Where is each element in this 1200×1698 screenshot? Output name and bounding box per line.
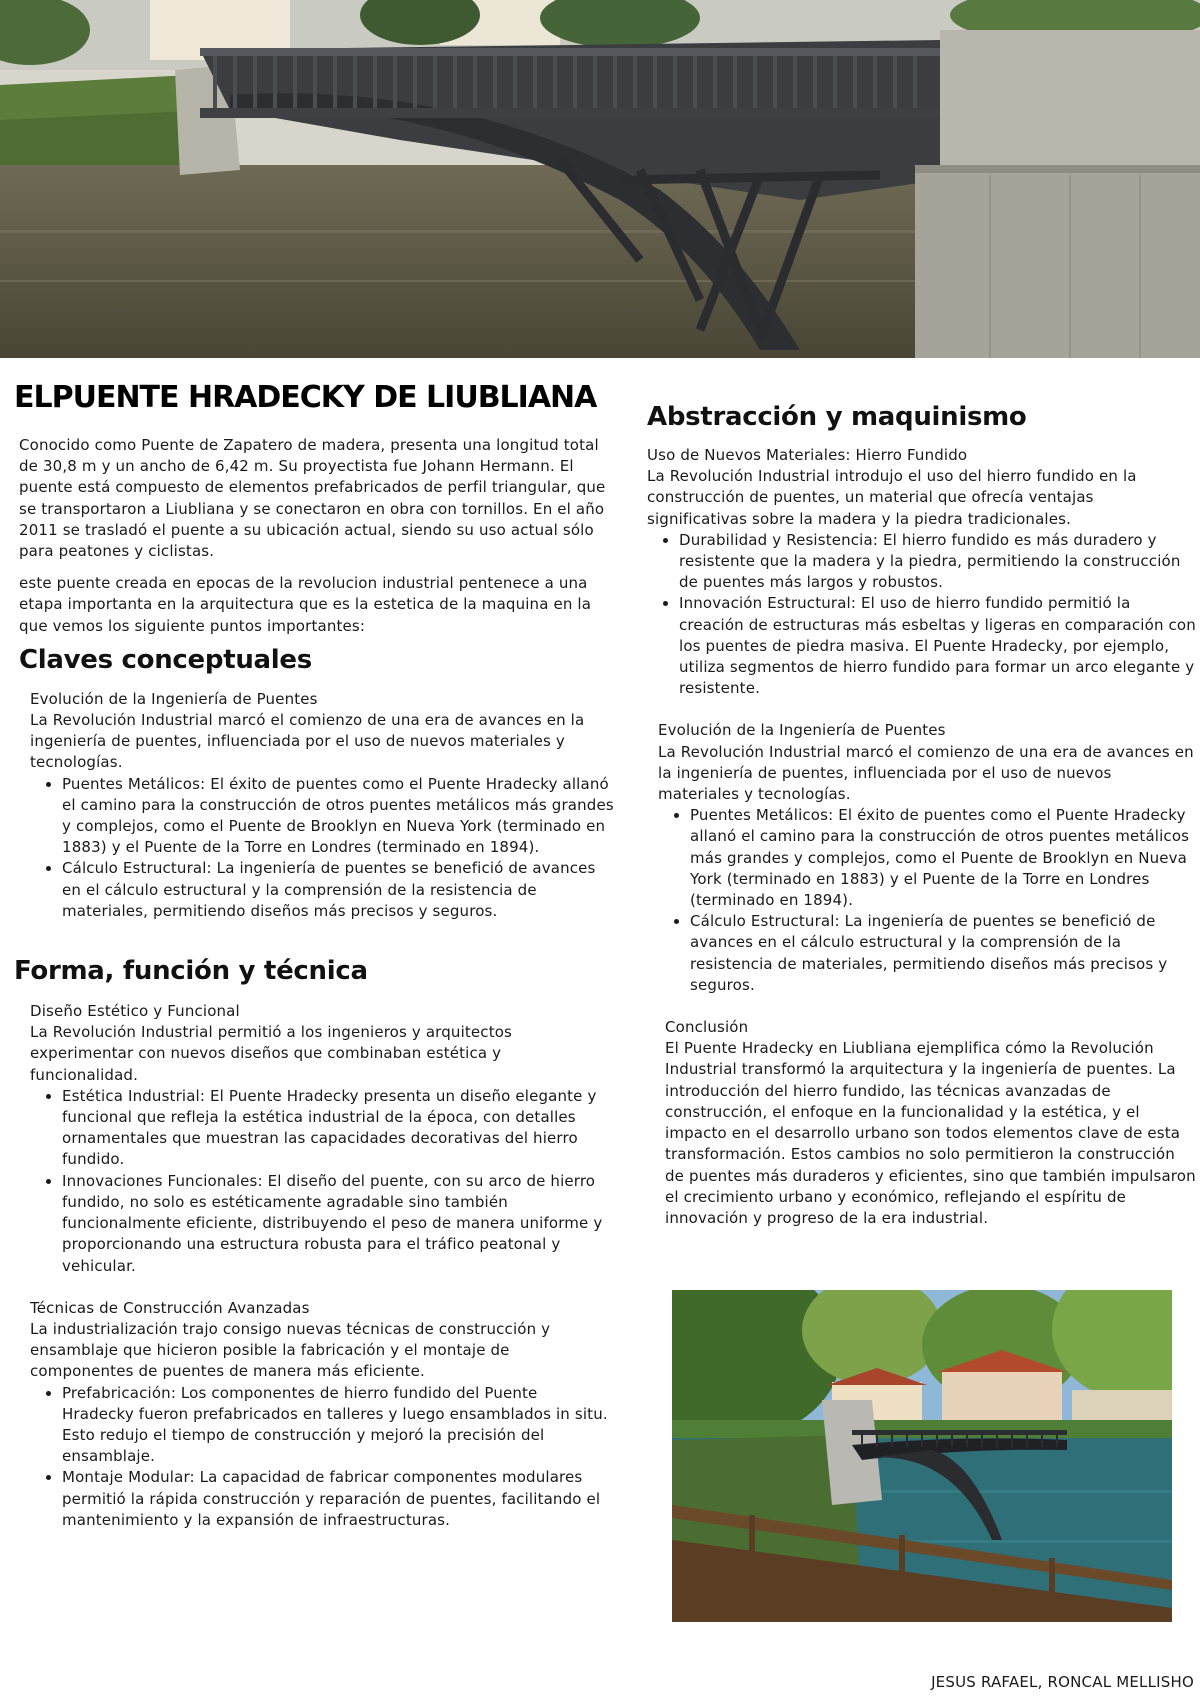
abstraccion-section — [647, 445, 1197, 699]
claves-heading: Claves conceptuales — [19, 644, 312, 675]
evolucion-bullet-list — [658, 805, 1197, 996]
intro-paragraph: Conocido como Puente de Zapatero de madera, presenta una longitud total de 30,8 m y un ancho de 6,42 m. Su proyectista fue Johann Hermann. El puente está compuesto de elementos prefabricados de perfil triangular, que se transportaron a Liubliana y se conectaron en obra con tornillos. En el año 2011 se trasladó el puente a su ubicación actual, siendo su uso actual sólo para peatones y ciclistas. — [19, 436, 606, 561]
list-item: • Durabilidad y Resistencia: El hierro fundido es más duradero y resistente que la madera y la piedra, permitiendo la construcción de puentes más largos y robustos. — [679, 530, 1197, 594]
evolucion-subheading: Evolución de la Ingeniería de Puentes — [658, 721, 946, 740]
intro-paragraph: este puente creada en epocas de la revolucion industrial pentenece a una etapa importanta en la arquitectura que es la estetica de la maquina en la que vemos los siguiente puntos importantes: — [19, 574, 592, 635]
list-item: • Puentes Metálicos: El éxito de puentes como el Puente Hradecky allanó el camino para la construcción de otros puentes metálicos más grandes y complejos, como el Puente de Brooklyn en Nueva York (terminado en 1883) y el Puente de la Torre en Londres (terminado en 1894). — [690, 805, 1197, 911]
bridge-town-photo — [672, 1290, 1172, 1622]
conclusion-section — [665, 1017, 1197, 1229]
right-column — [647, 402, 1197, 1229]
list-item: • Cálculo Estructural: La ingeniería de puentes se benefició de avances en el cálculo estructural y la comprensión de la resistencia de materiales, permitiendo diseños más precisos y seguros. — [690, 911, 1197, 996]
intro-section — [19, 435, 614, 637]
conclusion-subheading: Conclusión — [665, 1018, 749, 1037]
conclusion-text: El Puente Hradecky en Liubliana ejemplifica cómo la Revolución Industrial transformó la arquitectura y la ingeniería de puentes. La introducción del hierro fundido, las técnicas avanzadas de construcción, el enfoque en la funcionalidad y la estética, y el impacto en el desarrollo urbano son todos elementos clave de esta transformación. Estos cambios no solo permitieron la construcción de puentes más duraderos y eficientes, sino que también impulsaron el crecimiento urbano y económico, reflejando el espíritu de innovación y progreso de la era industrial. — [665, 1039, 1196, 1227]
evolucion-text: La Revolución Industrial marcó el comienzo de una era de avances en la ingeniería de puentes, influenciada por el uso de nuevos materiales y tecnologías. — [658, 742, 1194, 804]
list-item: • Prefabricación: Los componentes de hierro fundido del Puente Hradecky fueron prefabricados en talleres y luego ensamblados in situ. Esto redujo el tiempo de construcción y mejoró la precisión del ensamblaje. — [62, 1383, 614, 1468]
page-title: ELPUENTE HRADECKY DE LIUBLIANA — [14, 380, 597, 415]
tecnicas-subheading: Técnicas de Construcción Avanzadas — [30, 1298, 310, 1317]
tecnicas-section — [30, 1298, 614, 1531]
tecnicas-bullet-list — [30, 1383, 614, 1531]
forma-heading: Forma, función y técnica — [14, 956, 368, 987]
list-item: • Puentes Metálicos: El éxito de puentes como el Puente Hradecky allanó el camino para la construcción de otros puentes metálicos más grandes y complejos, como el Puente de Brooklyn en Nueva York (terminado en 1883) y el Puente de la Torre en Londres (terminado en 1894). — [62, 774, 614, 859]
abstraccion-bullet-list — [647, 530, 1197, 700]
claves-subheading: Evolución de la Ingeniería de Puentes — [30, 689, 318, 708]
list-item: • Innovaciones Funcionales: El diseño del puente, con su arco de hierro fundido, no solo es estéticamente agradable sino también funcionalmente eficiente, distribuyendo el peso de manera uniforme y proporcionando una estructura robusta para el tráfico peatonal y vehicular. — [62, 1171, 614, 1277]
list-item: • Montaje Modular: La capacidad de fabricar componentes modulares permitió la rápida construcción y reparación de puentes, facilitando el mantenimiento y la expansión de infraestructuras. — [62, 1467, 614, 1531]
diseno-subheading: Diseño Estético y Funcional — [30, 1002, 240, 1021]
abstraccion-heading: Abstracción y maquinismo — [647, 402, 1027, 432]
abstraccion-text: La Revolución Industrial introdujo el uso del hierro fundido en la construcción de puentes, un material que ofrecía ventajas significativas sobre la madera y la piedra tradicionales. — [647, 467, 1137, 528]
list-item: • Estética Industrial: El Puente Hradecky presenta un diseño elegante y funcional que refleja la estética industrial de la época, con detalles ornamentales que muestran las capacidades decorativas del hierro fundido. — [62, 1086, 614, 1171]
evolucion-section — [658, 720, 1197, 996]
tecnicas-text: La industrialización trajo consigo nuevas técnicas de construcción y ensamblaje que hicieron posible la fabricación y el montaje de componentes de puentes de manera más eficiente. — [30, 1319, 551, 1381]
claves-bullet-list — [30, 774, 614, 922]
claves-text: La Revolución Industrial marcó el comienzo de una era de avances en la ingeniería de puentes, influenciada por el uso de nuevos materiales y tecnologías. — [30, 711, 585, 772]
abstraccion-subheading: Uso de Nuevos Materiales: Hierro Fundido — [647, 446, 968, 464]
diseno-section — [30, 1001, 614, 1277]
diseno-text: La Revolución Industrial permitió a los ingenieros y arquitectos experimentar con nuevos diseños que combinaban estética y funcionalidad. — [30, 1023, 513, 1084]
claves-section — [30, 689, 614, 922]
hero-bridge-photo — [0, 0, 1200, 358]
author-credit: JESUS RAFAEL, RONCAL MELLISHO — [931, 1673, 1194, 1691]
list-item: • Innovación Estructural: El uso de hierro fundido permitió la creación de estructuras más esbeltas y ligeras en comparación con los puentes de piedra masiva. El Puente Hradecky, por ejemplo, utiliza segmentos de hierro fundido para formar un arco elegante y resistente. — [679, 593, 1197, 699]
list-item: • Cálculo Estructural: La ingeniería de puentes se benefició de avances en el cálculo estructural y la comprensión de la resistencia de materiales, permitiendo diseños más precisos y seguros. — [62, 858, 614, 922]
left-column — [14, 380, 614, 1531]
diseno-bullet-list — [30, 1086, 614, 1277]
